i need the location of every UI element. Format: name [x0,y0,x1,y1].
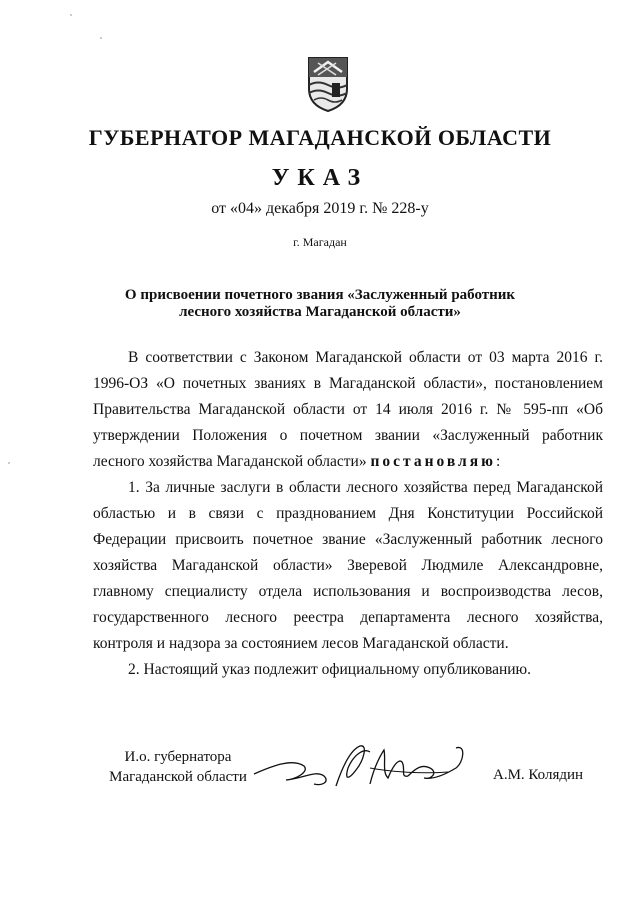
decree-word: постановляю [370,453,496,470]
handwritten-signature-icon [252,738,474,794]
signatory-position-line-2: Магаданской области [109,769,247,785]
scan-speck [8,462,10,464]
signatory-position-line-1: И.о. губернатора [124,749,232,765]
decree-item-1: 1. За личные заслуги в области лесного хозяйства перед Магаданской областью и в связи с празднованием Дня Конституции Российской Федерации присвоить почетное звание «Заслуженный работник лесного хозяйства Магаданской области» Зверевой Людмиле Александровне, главному специалисту отдела использования и воспроизводства лесов, государственного лесного реестра департамента лесного хозяйства, контроля и надзора за состоянием лесов Магаданской области. [93,479,603,652]
signatory-position [103,747,253,787]
issuer-title: ГУБЕРНАТОР МАГАДАНСКОЙ ОБЛАСТИ [88,125,552,150]
document-type: УКАЗ [271,165,369,191]
subject-line-1: О присвоении почетного звания «Заслуженный работник [124,287,516,303]
subject-line-2: лесного хозяйства Магаданской области» [179,304,461,320]
decree-item-2: 2. Настоящий указ подлежит официальному опубликованию. [128,661,532,678]
preamble-paragraph [93,345,603,475]
preamble-text: В соответствии с Законом Магаданской области от 03 марта 2016 г. 1996-ОЗ «О почетных званиях в Магаданской области», постановлением Правительства Магаданской области от 14 июля 2016 г. № 595-пп «Об утверждении Положения о почетном звании «Заслуженный работник лесного хозяйства Магаданской области» [93,349,603,470]
scan-speck [100,37,102,39]
decree-colon: : [495,453,501,470]
scan-speck [70,14,72,16]
coat-of-arms-icon [306,55,350,113]
signatory-name: А.М. Колядин [493,767,584,783]
document-date-number: от «04» декабря 2019 г. № 228-у [211,200,429,217]
document-body [93,345,603,683]
document-place: г. Магадан [293,235,347,249]
document-subject [0,287,640,321]
